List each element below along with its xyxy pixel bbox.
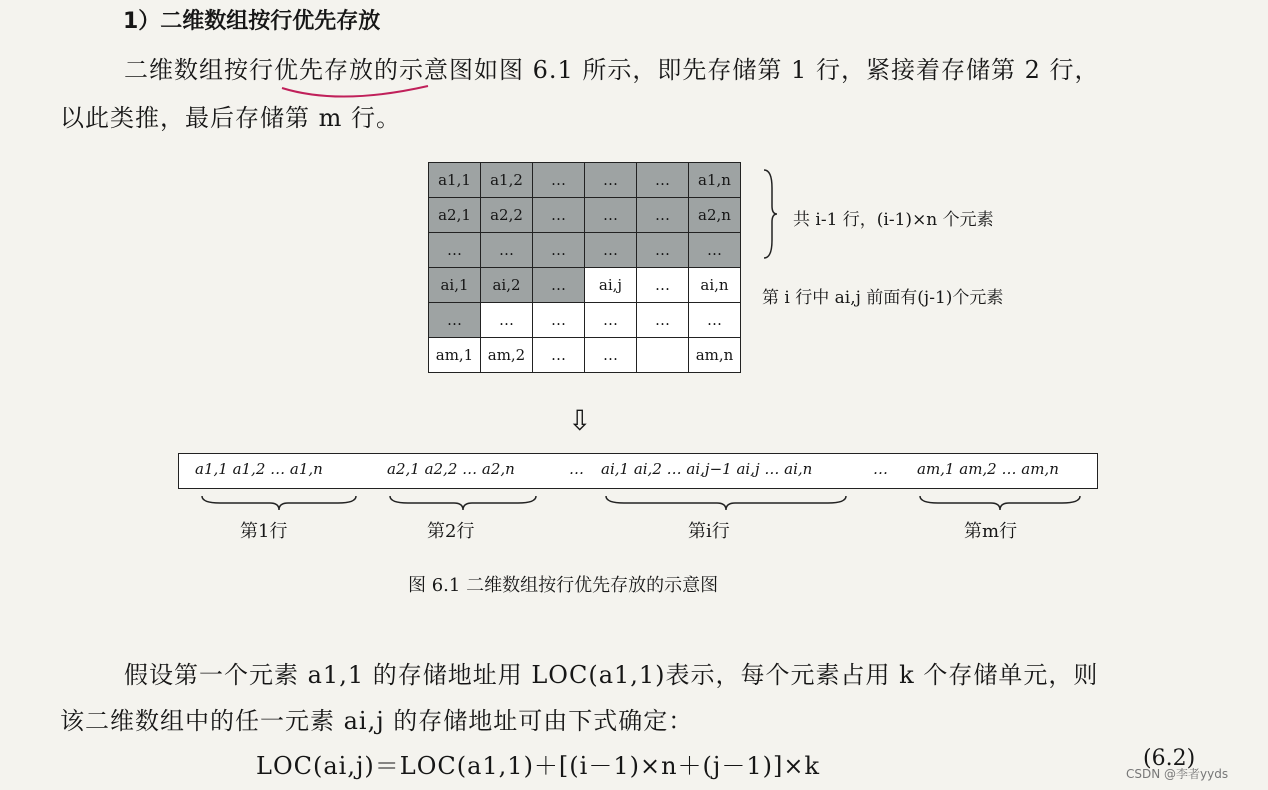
- matrix-cell: …: [533, 233, 585, 268]
- matrix-cell: …: [533, 268, 585, 303]
- address-formula: LOC(ai,j)＝LOC(a1,1)＋[(i－1)×n＋(j－1)]×k: [256, 752, 820, 780]
- brace-row-i: [604, 494, 848, 512]
- brace-row-1: [200, 494, 358, 512]
- matrix-row: [429, 163, 741, 198]
- brace-row-m: [918, 494, 1082, 512]
- matrix-cell: …: [637, 303, 689, 338]
- matrix-row: [429, 268, 741, 303]
- matrix-cell: …: [585, 303, 637, 338]
- csdn-watermark: CSDN @李者yyds: [1126, 767, 1229, 781]
- right-brace: [762, 168, 778, 260]
- matrix-cell: …: [585, 338, 637, 373]
- row-label: 第1行: [240, 521, 288, 542]
- strip-cell: am,1 am,2 … am,n: [917, 460, 1059, 478]
- matrix-cell: ai,1: [429, 268, 481, 303]
- matrix-row: [429, 233, 741, 268]
- matrix-cell: ai,n: [689, 268, 741, 303]
- matrix-row: [429, 198, 741, 233]
- row-label: 第m行: [964, 521, 1018, 542]
- matrix-cell: …: [689, 233, 741, 268]
- para2-line-2: 该二维数组中的任一元素 ai,j 的存储地址可由下式确定：: [60, 707, 694, 735]
- para2-line-1: 假设第一个元素 a1,1 的存储地址用 LOC(a1,1)表示，每个元素占用 k 个存储单元，则: [124, 661, 1099, 689]
- intro-line-2: 以此类推，最后存储第 m 行。: [60, 104, 402, 132]
- strip-cell: …: [873, 460, 888, 478]
- row-label: 第2行: [427, 521, 475, 542]
- matrix-cell: a1,2: [481, 163, 533, 198]
- matrix-cell: ai,j: [585, 268, 637, 303]
- matrix-cell: am,2: [481, 338, 533, 373]
- section-heading: 1）二维数组按行优先存放: [123, 9, 381, 34]
- matrix-cell: …: [585, 198, 637, 233]
- matrix-cell: …: [429, 233, 481, 268]
- matrix-cell: …: [429, 303, 481, 338]
- note-elems-before: 第 i 行中 ai,j 前面有(j-1)个元素: [762, 288, 1004, 308]
- linear-memory-strip: [178, 453, 1098, 489]
- figure-caption: 图 6.1 二维数组按行优先存放的示意图: [408, 575, 719, 596]
- row-label: 第i行: [688, 521, 730, 542]
- matrix-cell: [637, 338, 689, 373]
- matrix-table: [428, 162, 741, 373]
- strip-cell: ai,1 ai,2 … ai,j−1 ai,j … ai,n: [601, 460, 813, 478]
- equation-number: (6.2): [1143, 746, 1196, 771]
- matrix-cell: …: [533, 198, 585, 233]
- matrix-cell: …: [689, 303, 741, 338]
- matrix-row: [429, 303, 741, 338]
- matrix-cell: …: [585, 233, 637, 268]
- matrix-cell: …: [481, 233, 533, 268]
- matrix-cell: ai,2: [481, 268, 533, 303]
- matrix-cell: …: [481, 303, 533, 338]
- matrix-cell: …: [585, 163, 637, 198]
- matrix-cell: a2,1: [429, 198, 481, 233]
- matrix-cell: a1,n: [689, 163, 741, 198]
- strip-cell: …: [569, 460, 584, 478]
- matrix-cell: a2,2: [481, 198, 533, 233]
- strip-cell: a2,1 a2,2 … a2,n: [387, 460, 515, 478]
- matrix-cell: …: [637, 268, 689, 303]
- down-arrow-icon: ⇩: [568, 404, 592, 437]
- matrix-cell: a2,n: [689, 198, 741, 233]
- matrix-cell: a1,1: [429, 163, 481, 198]
- matrix-cell: …: [637, 163, 689, 198]
- strip-cell: a1,1 a1,2 … a1,n: [195, 460, 323, 478]
- matrix-row: [429, 338, 741, 373]
- matrix-cell: am,1: [429, 338, 481, 373]
- matrix-cell: am,n: [689, 338, 741, 373]
- matrix-cell: …: [637, 233, 689, 268]
- intro-line-1: 二维数组按行优先存放的示意图如图 6.1 所示，即先存储第 1 行，紧接着存储第 2 行，: [124, 56, 1100, 84]
- matrix-cell: …: [533, 163, 585, 198]
- matrix-cell: …: [637, 198, 689, 233]
- matrix-cell: …: [533, 303, 585, 338]
- matrix-cell: …: [533, 338, 585, 373]
- brace-row-2: [388, 494, 538, 512]
- note-rows-before: 共 i-1 行，(i-1)×n 个元素: [793, 210, 994, 230]
